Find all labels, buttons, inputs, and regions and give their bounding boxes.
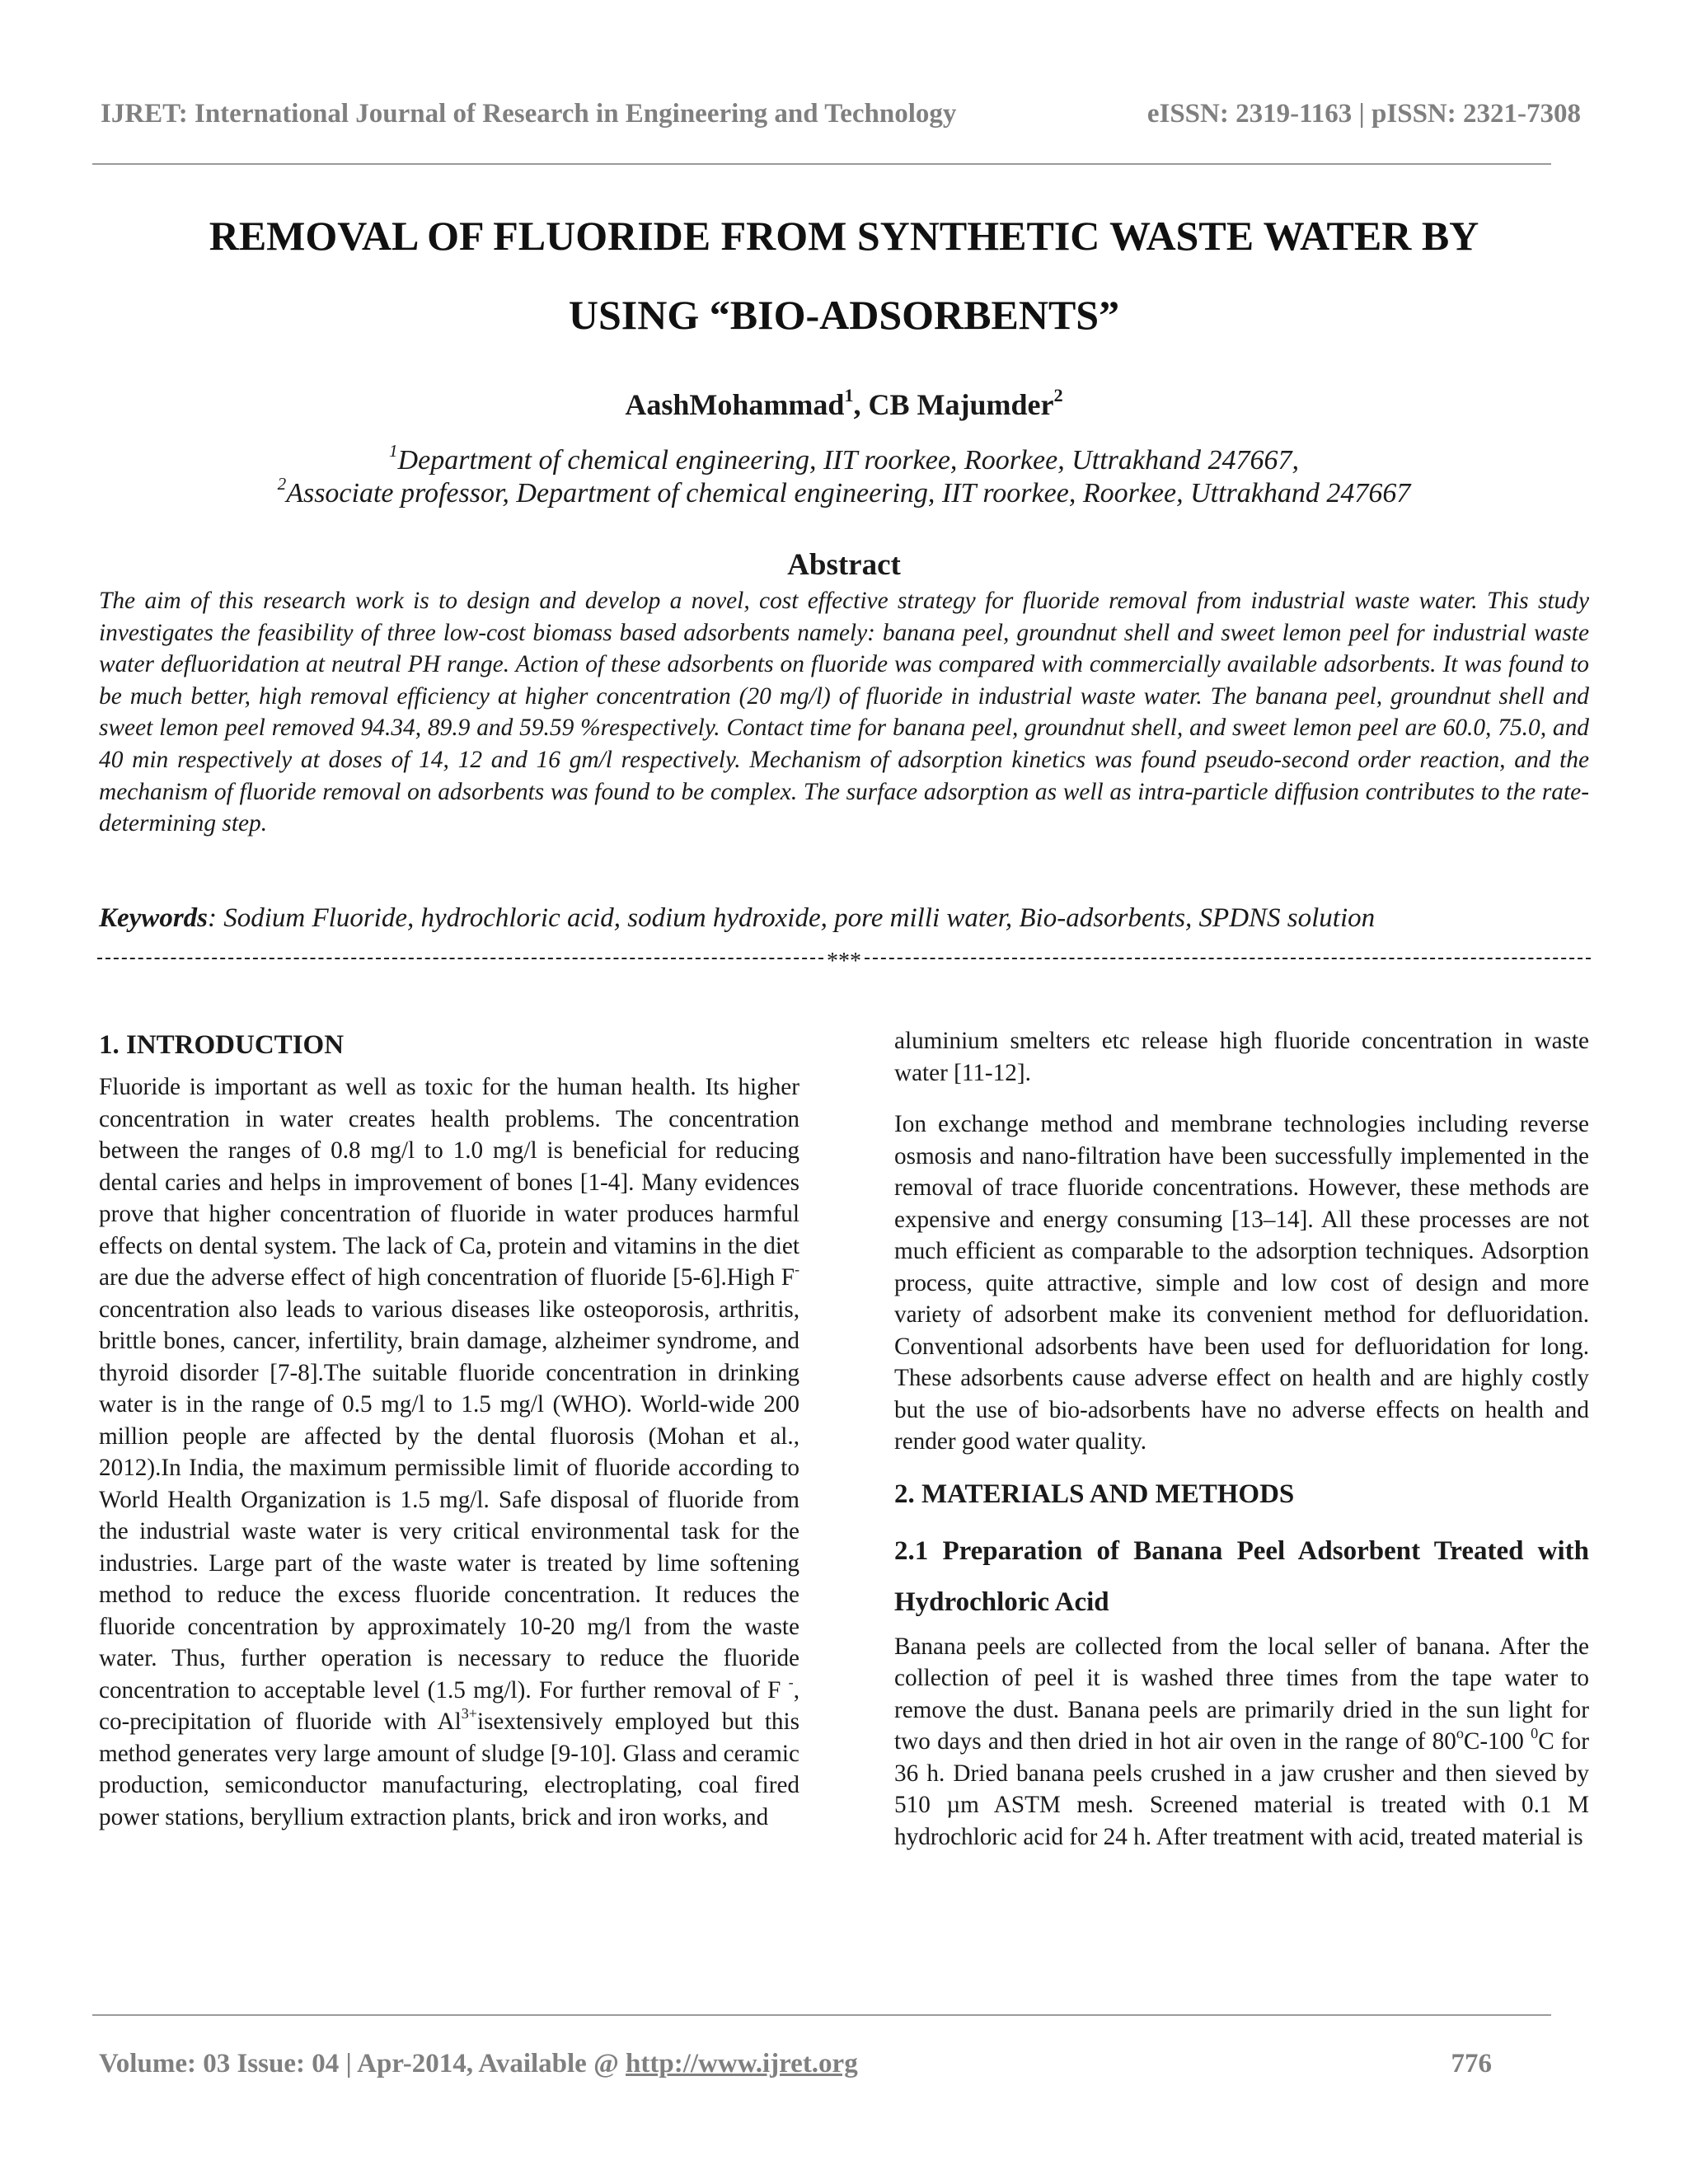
running-footer: [99, 2049, 1492, 2079]
superscript: o: [1456, 1725, 1464, 1742]
paper-title: [99, 196, 1589, 354]
divider-dashes-left: [97, 958, 823, 959]
section-heading-materials: 2. MATERIALS AND METHODS: [894, 1479, 1295, 1509]
abstract-heading: Abstract: [787, 548, 901, 582]
journal-link[interactable]: http://www.ijret.org: [626, 2049, 858, 2079]
author-list: [0, 387, 1688, 422]
section-heading-introduction: 1. INTRODUCTION: [99, 1030, 345, 1060]
affil-mark: 1: [389, 441, 398, 462]
superscript: 0: [1531, 1725, 1539, 1742]
keywords-text: : Sodium Fluoride, hydrochloric acid, sodium hydroxide, pore milli water, Bio-adsorbents, SPDNS solution: [208, 903, 1376, 933]
text-run: Fluoride is important as well as toxic for the human health. Its higher concentration in water creates health problems. The concentration between the ranges of 0.8 mg/l to 1.0 mg/l is beneficial for reducing dental caries and helps in improvement of bones [1-4]. Many evidences prove that higher concentration of fluoride in water produces harmful effects on dental system. The lack of Ca, protein and vitamins in the diet are due the adverse effect of high concentration of fluoride [5-6].High F: [99, 1074, 799, 1291]
paragraph-continuation: aluminium smelters etc release high fluoride concentration in waste water [11-12].: [894, 1028, 1589, 1086]
preparation-paragraph: [894, 1631, 1589, 1854]
author-name: CB Majumder: [868, 388, 1054, 421]
divider-stars: ***: [827, 949, 861, 974]
text-run: concentration also leads to various diseases like osteoporosis, arthritis, brittle bones, cancer, infertility, brain damage, alzheimer syndrome, and thyroid disorder [7-8].The suitable fluoride concentration in drinking water is in the range of 0.5 mg/l to 1.5 mg/l (WHO). World-wide 200 million people are affected by the dental fluorosis (Mohan et al., 2012).In India, the maximum permissible limit of fluoride according to World Health Organization is 1.5 mg/l. Safe disposal of fluoride from the industrial waste water is very critical environmental task for the industries. Large part of the waste water is treated by lime softening method to reduce the excess fluoride concentration. It reduces the fluoride concentration by approximately 10-20 mg/l from the waste water. Thus, further operation is necessary to reduce the fluoride concentration to acceptable level (1.5 mg/l). For further removal of F: [99, 1296, 799, 1704]
author-affil-mark: 1: [844, 385, 854, 406]
volume-info: Volume: 03 Issue: 04 | Apr-2014, Available @: [99, 2049, 626, 2079]
issn-info: eISSN: 2319-1163 | pISSN: 2321-7308: [1146, 99, 1581, 129]
affil-mark: 2: [277, 474, 287, 494]
running-header: [101, 99, 1587, 135]
abstract-text: The aim of this research work is to design and develop a novel, cost effective strategy for fluoride removal from industrial waste water. This study investigates the feasibility of three low-cost biomass based adsorbents namely: banana peel, groundnut shell and sweet lemon peel for industrial waste water defluoridation at neutral PH range. Action of these adsorbents on fluoride was compared with commercially available adsorbents. It was found to be much better, high removal efficiency at higher concentration (20 mg/l) of fluoride in industrial waste water. The banana peel, groundnut shell and sweet lemon peel removed 94.34, 89.9 and 59.59 %respectively. Contact time for banana peel, groundnut shell, and sweet lemon peel are 60.0, 75.0, and 40 min respectively at doses of 14, 12 and 16 gm/l respectively. Mechanism of adsorption kinetics was found pseudo-second order reaction, and the mechanism of fluoride removal on adsorbents was found to be complex. The surface adsorption as well as intra-particle diffusion contributes to the rate-determining step.: [99, 588, 1589, 837]
superscript: -: [794, 1261, 799, 1278]
left-column: [99, 1029, 799, 1833]
superscript: 3+: [461, 1705, 477, 1722]
footer-rule: [92, 2014, 1551, 2016]
keywords: [99, 903, 1589, 934]
author-affil-mark: 2: [1053, 385, 1063, 406]
journal-name: IJRET: International Journal of Research in Engineering and Technology: [101, 99, 957, 129]
keywords-label: Keywords: [99, 903, 208, 933]
title-line-2: USING “BIO-ADSORBENTS”: [568, 292, 1120, 338]
text-run: C-100: [1463, 1728, 1531, 1755]
section-divider: [97, 949, 1591, 974]
superscript: -: [788, 1673, 794, 1690]
introduction-paragraph: [99, 1071, 799, 1833]
affil-text: Associate professor, Department of chemical engineering, IIT roorkee, Roorkee, Uttrakhand 247667: [286, 478, 1411, 509]
affiliation-1: [0, 441, 1688, 476]
affiliation-2: [0, 474, 1688, 509]
paragraph-methods-comparison: Ion exchange method and membrane technologies including reverse osmosis and nano-filtration have been successfully implemented in the removal of trace fluoride concentrations. However, these methods are expensive and energy consuming [13–14]. All these processes are not much efficient as comparable to the adsorption techniques. Adsorption process, quite attractive, simple and low cost of design and more variety of adsorbent make its convenient method for defluoridation. Conventional adsorbents have been used for defluoridation for long. These adsorbents cause adverse effect on health and are highly costly but the use of bio-adsorbents have no adverse effects on health and render good water quality.: [894, 1111, 1589, 1455]
author-name: AashMohammad: [625, 388, 845, 421]
divider-dashes-right: [865, 958, 1591, 959]
text-run: C for 36 h. Dried banana peels crushed in a jaw crusher and then sieved by 510 µm ASTM mesh. Screened material is treated with 0.1 M hydrochloric acid for 24 h. After treatment with acid, treated material is: [894, 1728, 1589, 1850]
page-number: 776: [1451, 2049, 1492, 2079]
text-run: isextensively employed but this method generates very large amount of sludge [9-10]. Glass and ceramic production, semiconductor manufacturing, electroplating, coal fired power stations, beryllium extraction plants, brick and iron works, and: [99, 1708, 799, 1830]
header-rule: [92, 163, 1551, 165]
author-separator: ,: [853, 388, 869, 421]
subsection-heading: 2.1 Preparation of Banana Peel Adsorbent Treated with Hydrochloric Acid: [894, 1535, 1589, 1617]
right-column: [894, 1025, 1589, 1853]
title-line-1: REMOVAL OF FLUORIDE FROM SYNTHETIC WASTE WATER BY: [209, 213, 1479, 259]
affil-text: Department of chemical engineering, IIT roorkee, Roorkee, Uttrakhand 247667,: [397, 445, 1299, 476]
text-run: , co-precipitation of fluoride with Al: [99, 1676, 799, 1735]
text-run: Banana peels are collected from the local seller of banana. After the collection of peel it is washed three times from the tape water to remove the dust. Banana peels are primarily dried in the sun light for two days and then dried in hot air oven in the range of 80: [894, 1633, 1589, 1755]
